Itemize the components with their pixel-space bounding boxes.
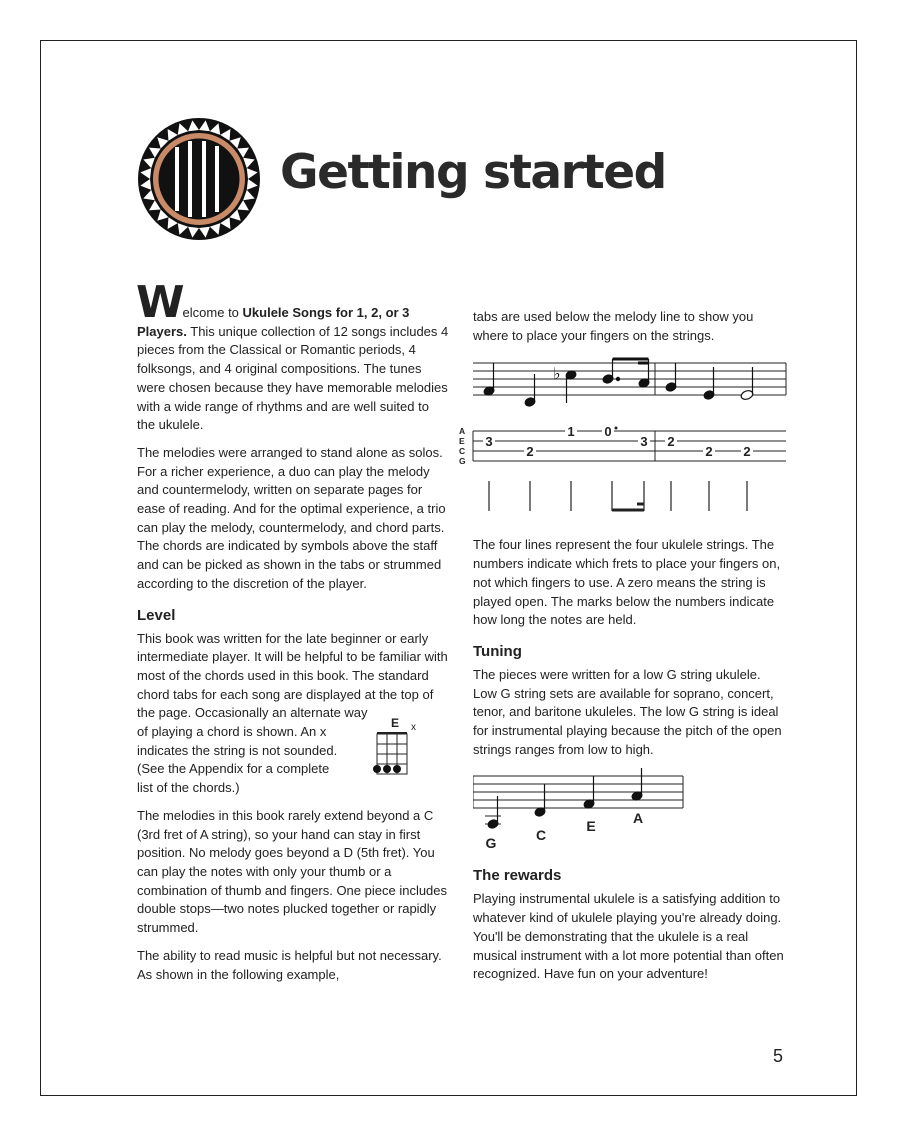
note-name: E: [586, 818, 596, 835]
left-column: [136, 277, 449, 993]
reading-paragraph: The ability to read music is helpful but not necessary. As shown in the following example,: [137, 947, 442, 982]
rewards-paragraph: Playing instrumental ukulele is a satisfying addition to whatever kind of ukulele playing you're already doing. You'll be demonstrating that the ukulele is a real musical instrument with a lot more potential than often recognized. Have fun on your adventure!: [473, 891, 784, 982]
chord-name: E: [391, 717, 400, 731]
book-title: Ukulele Songs for 1, 2, or 3 Players.: [137, 305, 410, 339]
tab-number: 1: [567, 425, 575, 440]
chord-example: [137, 717, 449, 798]
string-label: G: [459, 456, 466, 467]
melody-range-paragraph: The melodies in this book rarely extend beyond a C (3rd fret of A string), so your hand can stay in first position. No melody goes beyond a D (5th fret). You can play the notes with only your thumb or a combination of thumb and fingers. One piece includes double stops—two notes plucked together or rapidly strummed.: [137, 807, 448, 936]
drop-cap: W: [136, 277, 183, 328]
tuning-staff: [473, 768, 689, 858]
intro-text-rest: This unique collection of 12 songs includes 4 pieces from the Classical or Romantic periods, 4 folksongs, and 4 original compositions. The tunes were chosen because they have memorable melodies with a wide range of rhythms and are well suited to the ukulele.: [137, 323, 449, 433]
svg-text:♭: ♭: [553, 364, 561, 384]
mute-mark: x: [411, 722, 416, 734]
string-label: E: [459, 436, 465, 447]
e-chord-diagram: [373, 717, 421, 777]
tab-number: 2: [705, 444, 713, 460]
tab-number: 3: [640, 434, 648, 450]
page-title: Getting started: [280, 145, 666, 200]
finger-dot: [383, 765, 391, 773]
level-line: list of the chords.): [137, 780, 240, 796]
rewards-heading: The rewards: [473, 867, 562, 885]
string-label: A: [459, 426, 466, 437]
tuning-paragraph: The pieces were written for a low G string ukulele. Low G string sets are available for soprano, concert, tenor, and baritone ukuleles. The low G string is ideal for instrumental playing because the pitch of the open strings ranges from low to high.: [473, 666, 782, 757]
tab-number: 2: [743, 444, 751, 460]
level-line: (See the Appendix for a complete: [137, 761, 330, 777]
right-column: [459, 308, 787, 993]
note-name: A: [632, 810, 644, 827]
tab-number: 2: [526, 444, 534, 460]
level-line: indicates the string is not sounded.: [137, 742, 338, 758]
tuning-heading: Tuning: [473, 642, 522, 660]
note-name: C: [535, 827, 547, 844]
level-heading: Level: [137, 606, 176, 624]
page-number: 5: [773, 1046, 784, 1066]
arrangement-paragraph: The melodies were arranged to stand alone as solos. For a richer experience, a duo can play the melody and countermelody, written on separate pages for ease of reading. And for the optimal experience, a trio can play the melody, countermelody, and chord parts. The chords are indicated by symbols above the staff and can be picked as shown in the tabs or strummed according to the discretion of the player.: [137, 444, 446, 591]
tab-number: 0: [604, 425, 612, 440]
tab-number: 3: [485, 434, 493, 450]
level-line: of playing a chord is shown. An x: [137, 724, 327, 740]
tab-number: 2: [667, 434, 675, 450]
finger-dot: [393, 765, 401, 773]
note-name: G: [485, 835, 497, 852]
tabs-intro-paragraph: tabs are used below the melody line to show you where to place your fingers on the strings.: [473, 309, 754, 343]
level-paragraph: This book was written for the late beginner or early intermediate player. It will be helpful to be familiar with most of the chords used in this book. The standard chord tabs for each song are displayed at the top of the page. Occasionally an alternate way: [137, 630, 448, 721]
intro-text-start: elcome to: [182, 305, 243, 320]
tabs-explain-paragraph: The four lines represent the four ukulele strings. The numbers indicate which frets to place your fingers on, not which fingers to use. A zero means the string is played open. The marks below the numbers indicate how long the notes are held.: [473, 537, 781, 628]
string-label: C: [459, 446, 466, 457]
intro-paragraph: [136, 277, 449, 435]
finger-dot: [373, 765, 381, 773]
ukulele-soundhole-icon: [137, 117, 261, 241]
melody-staff: [473, 357, 787, 417]
tablature: [457, 425, 787, 520]
